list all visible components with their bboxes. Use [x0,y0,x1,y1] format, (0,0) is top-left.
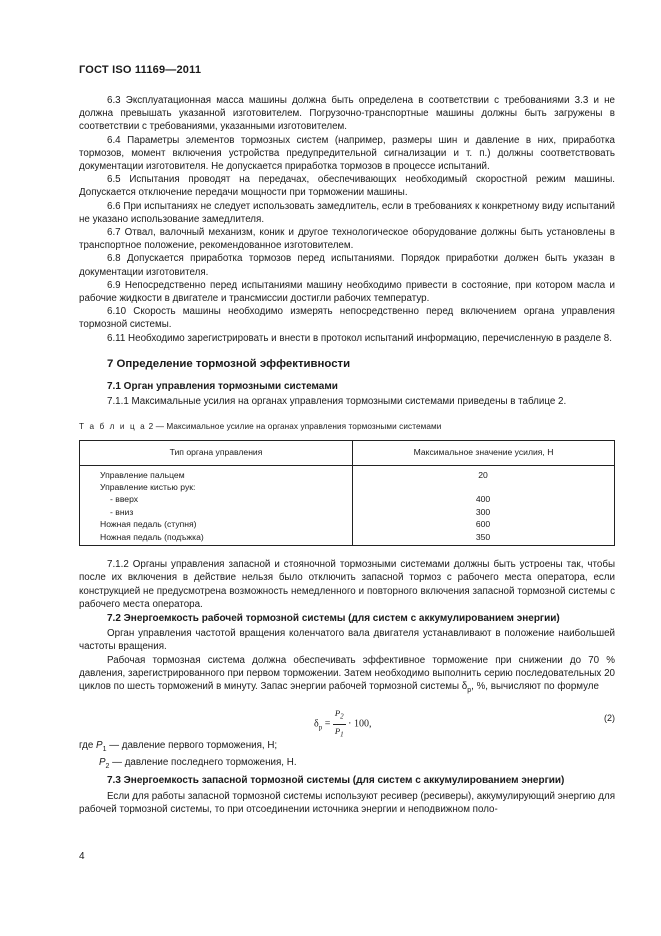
formula-2 [79,703,615,739]
table-row [80,531,615,546]
para-6-3: 6.3 Эксплуатационная масса машины должна быть определена в соответствии с требованиями 3.3 и не должна превышать указанной изготовителем. Погрузочно-транспортные машины должны быть загружены в соответствии с требованиями, указанными изготовителем. [79,95,615,133]
table-cell-value [353,481,615,493]
para-7-2-2-text: Рабочая тормозная система должна обеспечивать эффективное торможение при снижении до 70 % давления, зарегистрированного при первом торможении. Затем необходимо выполнить серию последовательных 20 циклов по шесть торможений в минуту. Запас энергии рабочей тормозной системы [79,654,615,692]
table-row [80,465,615,481]
para-6-7: 6.7 Отвал, валочный механизм, коник и другое технологическое оборудование должны быть установлены в транспортное положение, рекомендованное изготовителем. [79,227,615,252]
formula-expression: $\delta_р$ = $\frac{P_2}{P_1}$ · 100, [314,707,371,742]
para-6-6: 6.6 При испытаниях не следует использовать замедлитель, если в требованиях к конкретному виду испытаний не указано использование замедлителя. [79,200,615,225]
para-7-2-2-tail: , %, вычисляют по формуле [471,680,599,692]
para-7-1-1: 7.1.1 Максимальные усилия на органах управления тормозными системами приведены в таблице 2. [107,396,567,408]
page-number: 4 [79,851,85,862]
table-cell-value: 20 [353,465,615,481]
para-6-4: 6.4 Параметры элементов тормозных систем (например, размеры шин и давление в них, приработка тормозов, момент включения устройства предупредительной сигнализации и т. п.) должны соответствовать документации изготовителя. Не допускается приработка тормозов в процессе испытаний. [79,134,615,173]
para-6-10: 6.10 Скорость машины необходимо измерять непосредственно перед включением органа управления тормозной системы. [79,306,615,331]
table-col-max-force: Максимальное значение усилия, Н [353,440,615,465]
table-cell-label: Ножная педаль (ступня) [80,518,353,530]
table-2 [79,440,615,546]
table-2-caption [79,420,615,433]
section-7-1-title: 7.1 Орган управления тормозными системами [107,381,338,393]
section-7-3-title: 7.3 Энергоемкость запасной тормозной системы (для систем с аккумулированием энергии) [107,775,565,787]
table-header-row [80,440,615,465]
para-7-1-2: 7.1.2 Органы управления запасной и стояночной тормозными системами должны быть устроены так, чтобы после их включения в действие нельзя было отключить запасной тормоз с рабочего места оператора, если конструкцией не предусмотрена возможность немедленного и повторного включения запасной тормозной системы с рабочего места оператора. [79,559,615,610]
table-cell-label: Управление пальцем [80,465,353,481]
delta-symbol: $\delta_р$ [461,680,472,694]
page-content [79,94,615,816]
table-col-type: Тип органа управления [80,440,353,465]
table-cell-label: - вниз [80,506,353,518]
equation-number: (2) [604,713,615,724]
table-cell-label: Управление кистью рук: [80,481,353,493]
table-row [80,493,615,505]
where-p1: где $P_1$ — давление первого торможения, Н; [79,740,278,754]
table-cell-value: 600 [353,518,615,530]
para-6-11: 6.11 Необходимо зарегистрировать и внести в протокол испытаний информацию, перечисленную в разделе 8. [107,332,612,344]
para-7-2-1: Орган управления частотой вращения коленчатого вала двигателя устанавливают в положение наибольшей частоты вращения. [79,628,615,653]
para-6-9: 6.9 Непосредственно перед испытаниями машину необходимо привести в состояние, при котором масла и рабочие жидкости в двигателе и трансмиссии достигли рабочих температур. [79,279,615,305]
table-row [80,506,615,518]
section-7-title: 7 Определение тормозной эффективности [107,357,351,370]
para-6-8: 6.8 Допускается приработка тормозов перед испытаниями. Порядок приработки должен быть указан в документации изготовителя. [79,253,615,278]
table-cell-value: 300 [353,506,615,518]
para-6-5: 6.5 Испытания проводят на передачах, обеспечивающих необходимый скоростной режим машины. Допускается отключение передачи мощности при торможении машины. [79,174,615,199]
table-cell-value: 350 [353,531,615,546]
table-cell-label: - вверх [80,493,353,505]
where-p2: $P_2$ — давление последнего торможения, Н. [99,757,297,771]
para-7-2-2 [79,654,615,698]
section-7-2-title: 7.2 Энергоемкость рабочей тормозной системы (для систем с аккумулированием энергии) [107,612,560,624]
table-cell-label: Ножная педаль (подъжка) [80,531,353,546]
table-row [80,481,615,493]
para-7-3-1: Если для работы запасной тормозной системы используют ресивер (ресиверы), аккумулирующий энергию для рабочей тормозной системы, то при отсоединении источника энергии и неподвижном поло- [79,790,615,815]
doc-header: ГОСТ ISO 11169—2011 [79,64,202,76]
table-caption-text: 2 — Максимальное усилие на органах управления тормозными системами [146,422,442,432]
formula-fraction: $\frac{P_2}{P_1}$ [334,708,344,739]
table-cell-value: 400 [353,493,615,505]
table-caption-prefix: Т а б л и ц а [79,422,147,432]
table-row [80,518,615,530]
